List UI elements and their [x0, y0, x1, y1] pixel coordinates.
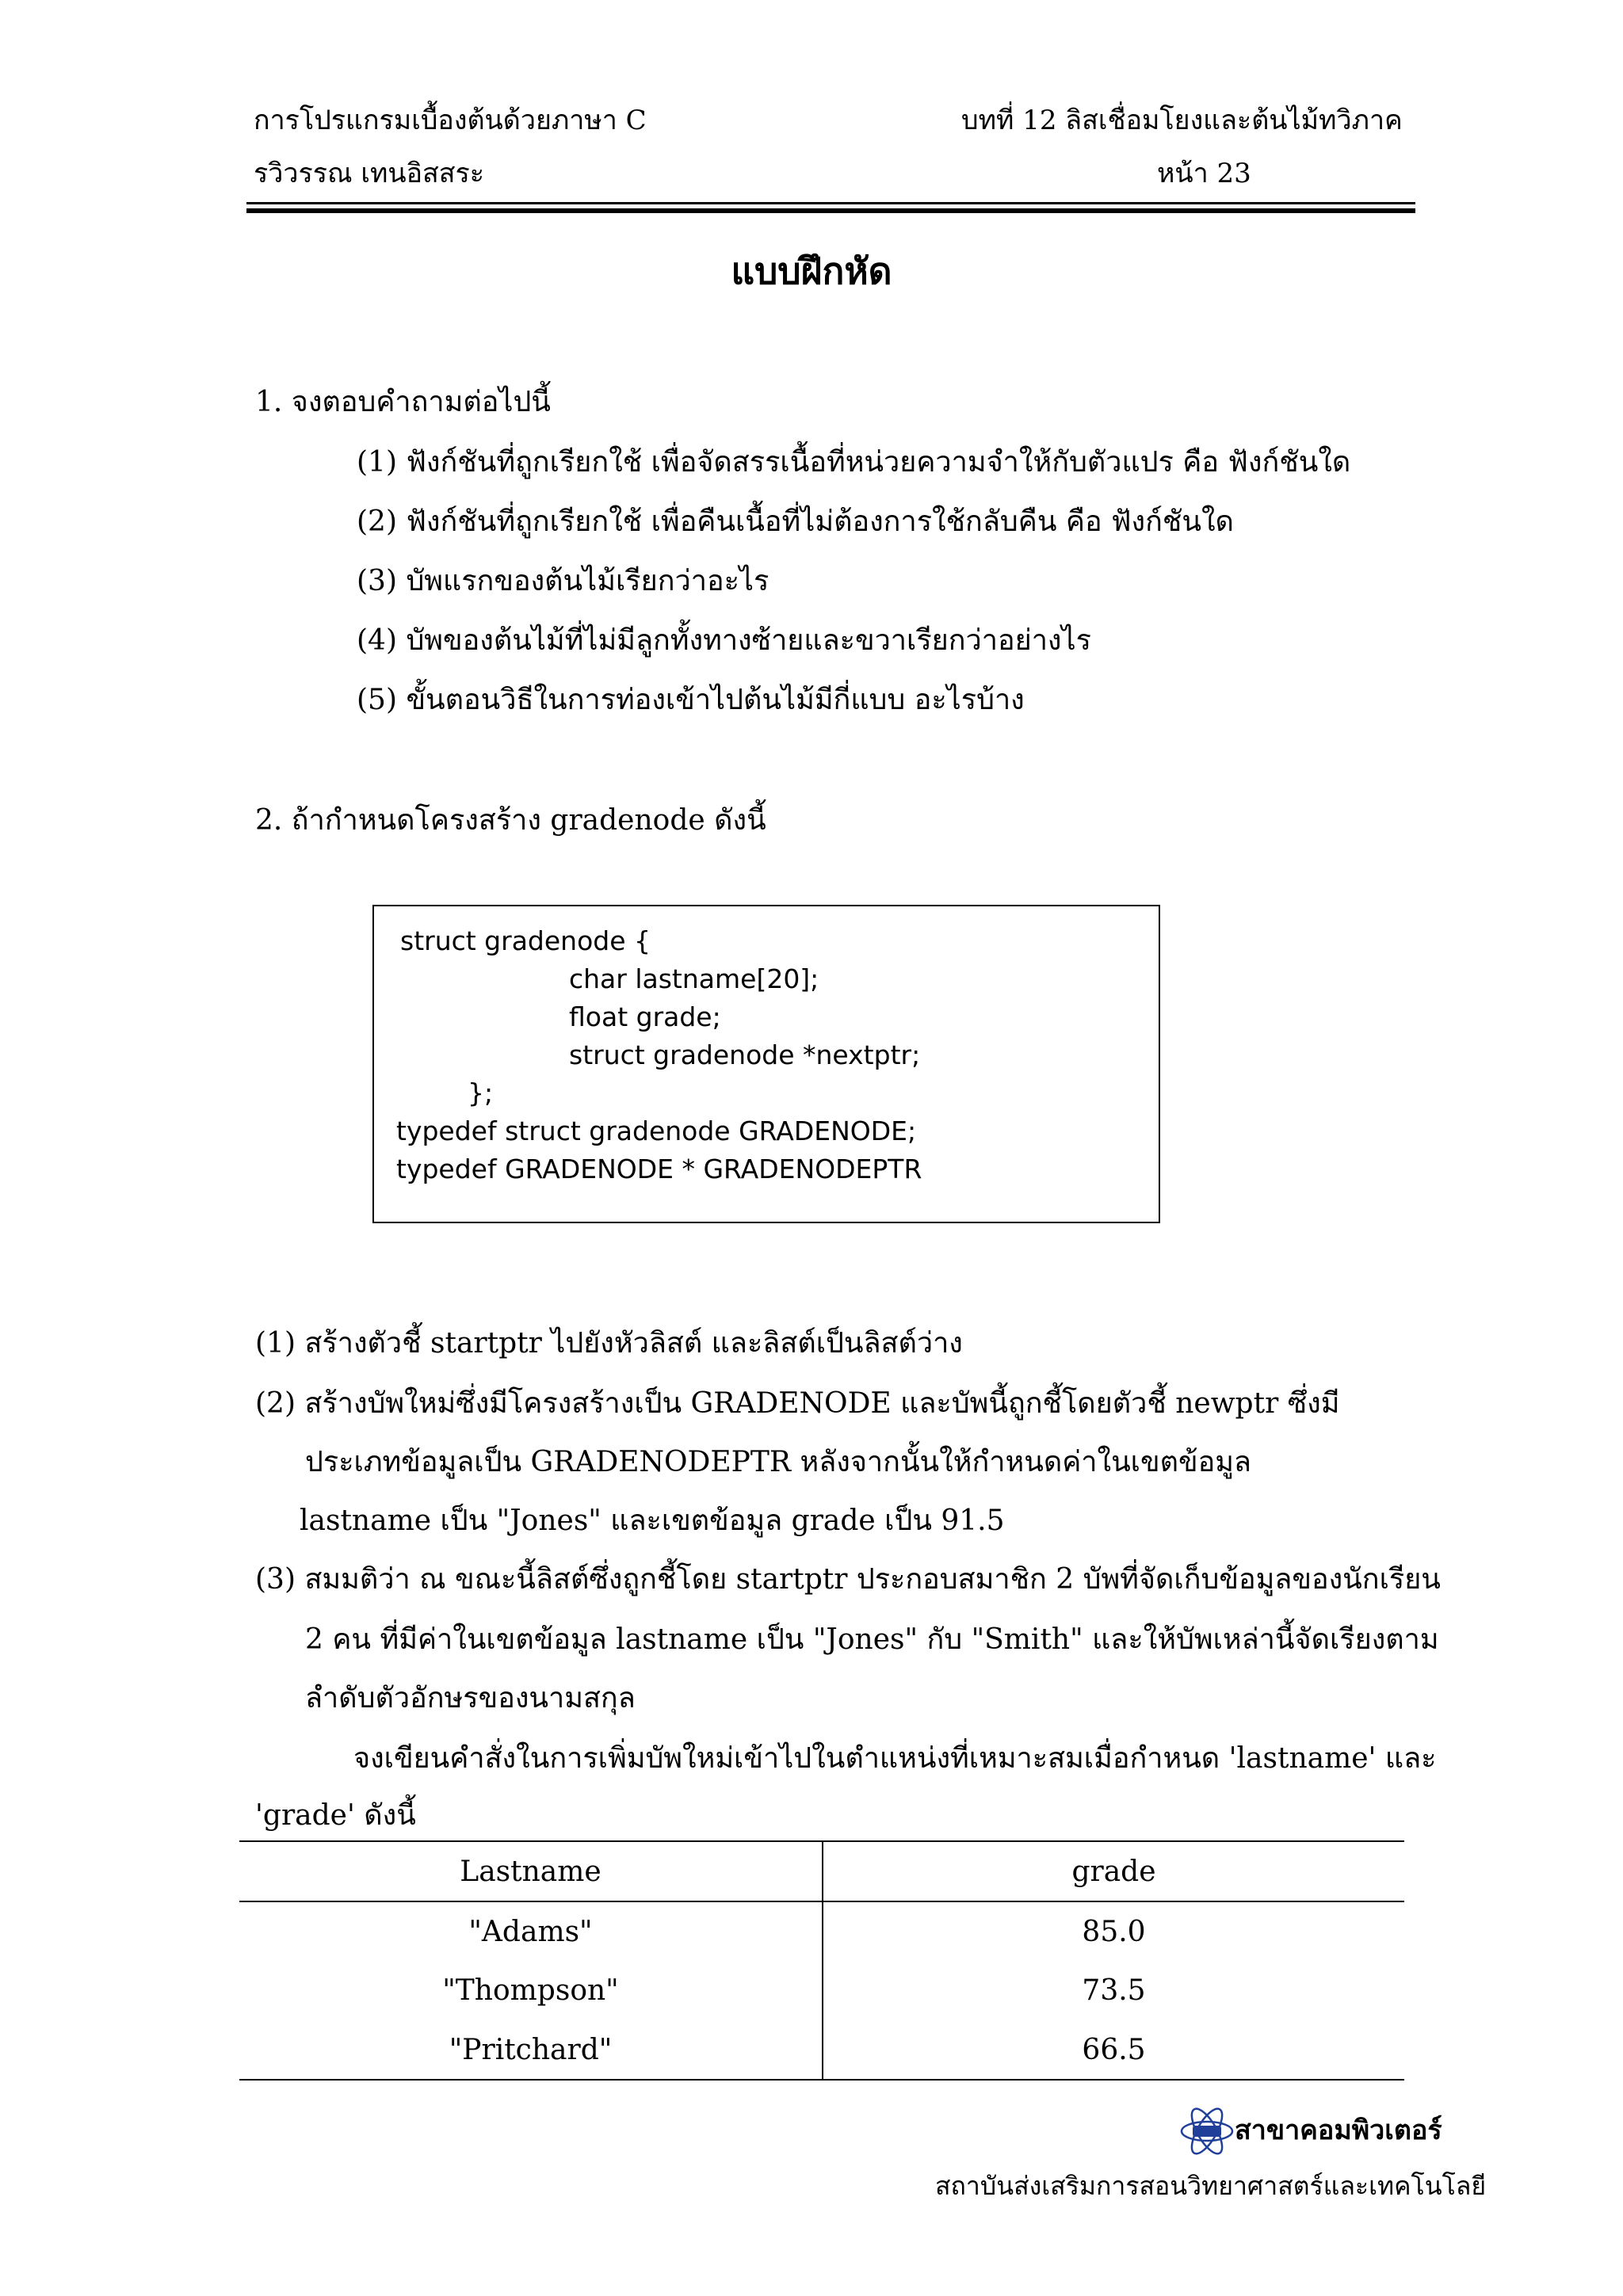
q2-item-3-cont-1: 2 คน ที่มีค่าในเขตข้อมูล lastname เป็น "Jones" กับ "Smith" และให้บัพเหล่านี้จัดเรียงตาม — [305, 1623, 1439, 1656]
grade-table — [239, 1840, 1404, 2081]
q1-item-1: (1) ฟังก์ชันที่ถูกเรียกใช้ เพื่อจัดสรรเนื้อที่หน่วยความจำให้กับตัวแปร คือ ฟังก์ชันใด — [357, 446, 1351, 479]
header-page-number: หน้า 23 — [1157, 158, 1251, 189]
cell-lastname: "Adams" — [239, 1901, 823, 1961]
header-author: รวิวรรณ เทนอิสสระ — [254, 158, 485, 189]
footer-institute: สถาบันส่งเสริมการสอนวิทยาศาสตร์และเทคโนโลยี — [935, 2171, 1487, 2201]
q2-item-3-cont-2: ลำดับตัวอักษรของนามสกุล — [305, 1682, 636, 1714]
header-rule-bottom — [246, 208, 1415, 213]
q2-item-1: (1) สร้างตัวชี้ startptr ไปยังหัวลิสต์ และลิสต์เป็นลิสต์ว่าง — [255, 1327, 963, 1360]
code-line-5: }; — [468, 1077, 494, 1108]
header-course-title: การโปรแกรมเบื้องต้นด้วยภาษา C — [254, 105, 647, 136]
q1-prompt: 1. จงตอบคำถามต่อไปนี้ — [255, 386, 551, 418]
code-line-2: char lastname[20]; — [569, 963, 819, 994]
q2-item-2: (2) สร้างบัพใหม่ซึ่งมีโครงสร้างเป็น GRADENODE และบัพนี้ถูกชี้โดยตัวชี้ newptr ซึ่งมี — [255, 1387, 1340, 1420]
cell-grade: 73.5 — [1082, 1974, 1146, 2007]
table-row — [239, 1961, 1404, 2020]
q2-instruction: จงเขียนคำสั่งในการเพิ่มบัพใหม่เข้าไปในตำแหน่งที่เหมาะสมเมื่อกำหนด 'lastname' และ — [353, 1742, 1437, 1775]
code-line-3: float grade; — [569, 1001, 721, 1032]
cell-lastname: "Thompson" — [239, 1961, 823, 2020]
cell-grade: 66.5 — [823, 2020, 1404, 2080]
table-row — [239, 2020, 1404, 2080]
column-header-lastname: Lastname — [239, 1841, 823, 1901]
q2-item-3: (3) สมมติว่า ณ ขณะนี้ลิสต์ซึ่งถูกชี้โดย startptr ประกอบสมาชิก 2 บัพที่จัดเก็บข้อมูลของนักเรียน — [255, 1563, 1441, 1596]
table-row — [239, 1901, 1404, 1961]
header-rule-top — [246, 202, 1415, 204]
code-line-1: struct gradenode { — [400, 925, 651, 956]
q2-instruction-cont: 'grade' ดังนี้ — [255, 1799, 416, 1832]
column-header-grade: grade — [823, 1841, 1404, 1901]
code-line-7: typedef GRADENODE * GRADENODEPTR — [396, 1154, 922, 1184]
code-line-4: struct gradenode *nextptr; — [569, 1039, 921, 1070]
code-line-6: typedef struct gradenode GRADENODE; — [396, 1116, 917, 1146]
header-chapter: บทที่ 12 ลิสเชื่อมโยงและต้นไม้ทวิภาค — [961, 105, 1403, 136]
q2-prompt: 2. ถ้ากำหนดโครงสร้าง gradenode ดังนี้ — [255, 804, 766, 837]
q1-item-3: (3) บัพแรกของต้นไม้เรียกว่าอะไร — [357, 565, 769, 597]
page-title: แบบฝึกหัด — [731, 250, 892, 292]
q2-item-2-cont-1: ประเภทข้อมูลเป็น GRADENODEPTR หลังจากนั้นให้กำหนดค่าในเขตข้อมูล — [305, 1446, 1251, 1478]
q1-item-4: (4) บัพของต้นไม้ที่ไม่มีลูกทั้งทางซ้ายและขวาเรียกว่าอย่างไร — [357, 624, 1091, 657]
q1-item-5: (5) ขั้นตอนวิธีในการท่องเข้าไปต้นไม้มีกี่แบบ อะไรบ้าง — [357, 684, 1025, 716]
q1-item-2: (2) ฟังก์ชันที่ถูกเรียกใช้ เพื่อคืนเนื้อที่ไม่ต้องการใช้กลับคืน คือ ฟังก์ชันใด — [357, 505, 1234, 538]
q2-item-2-cont-2: lastname เป็น "Jones" และเขตข้อมูล grade เป็น 91.5 — [300, 1505, 1005, 1537]
cell-lastname: "Pritchard" — [239, 2020, 823, 2080]
cell-grade: 85.0 — [1082, 1915, 1146, 1948]
table-header-row — [239, 1841, 1404, 1901]
institute-logo-icon — [1179, 2103, 1235, 2159]
footer-department: สาขาคอมพิวเตอร์ — [1235, 2115, 1442, 2146]
